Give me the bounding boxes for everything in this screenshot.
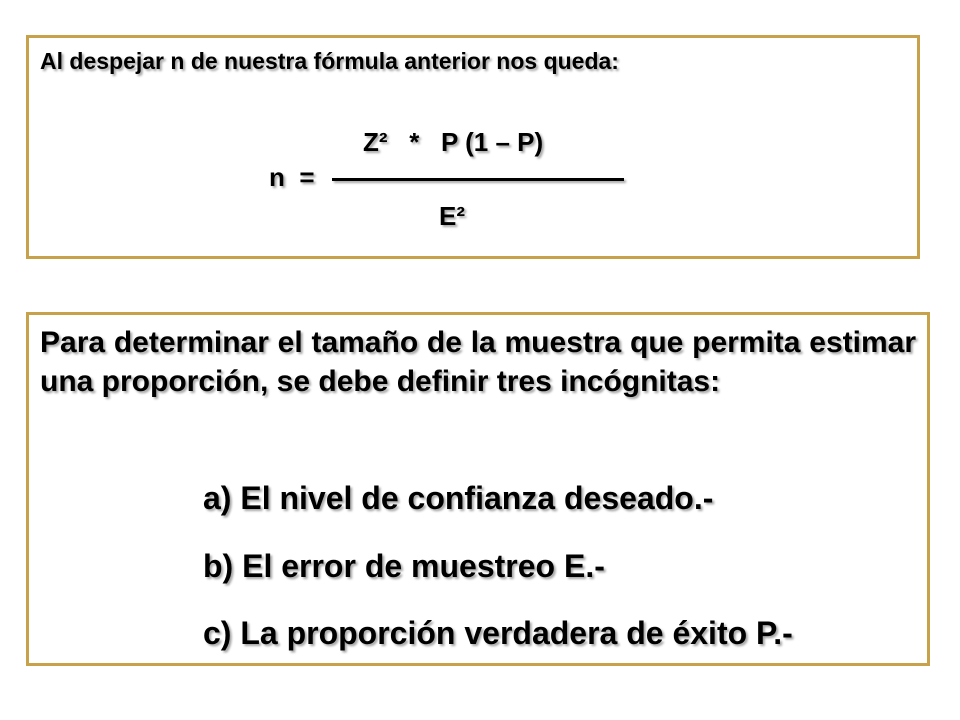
formula-box bbox=[26, 35, 920, 259]
explanation-paragraph: Para determinar el tamaño de la muestra que permita estimar una proporción, se debe definir tres incógnitas: bbox=[40, 326, 916, 398]
list-item-c: c) La proporción verdadera de éxito P.- bbox=[203, 615, 793, 651]
formula-lhs: n = bbox=[269, 162, 315, 192]
explanation-box bbox=[26, 312, 930, 666]
list-item-a: a) El nivel de confianza deseado.- bbox=[203, 480, 714, 516]
list-item-b: b) El error de muestreo E.- bbox=[203, 548, 605, 584]
formula-numerator: Z² * P (1 – P) bbox=[363, 127, 544, 157]
fraction-bar bbox=[332, 178, 624, 181]
formula-denominator: E² bbox=[439, 201, 465, 231]
intro-text: Al despejar n de nuestra fórmula anterior nos queda: bbox=[40, 48, 619, 74]
